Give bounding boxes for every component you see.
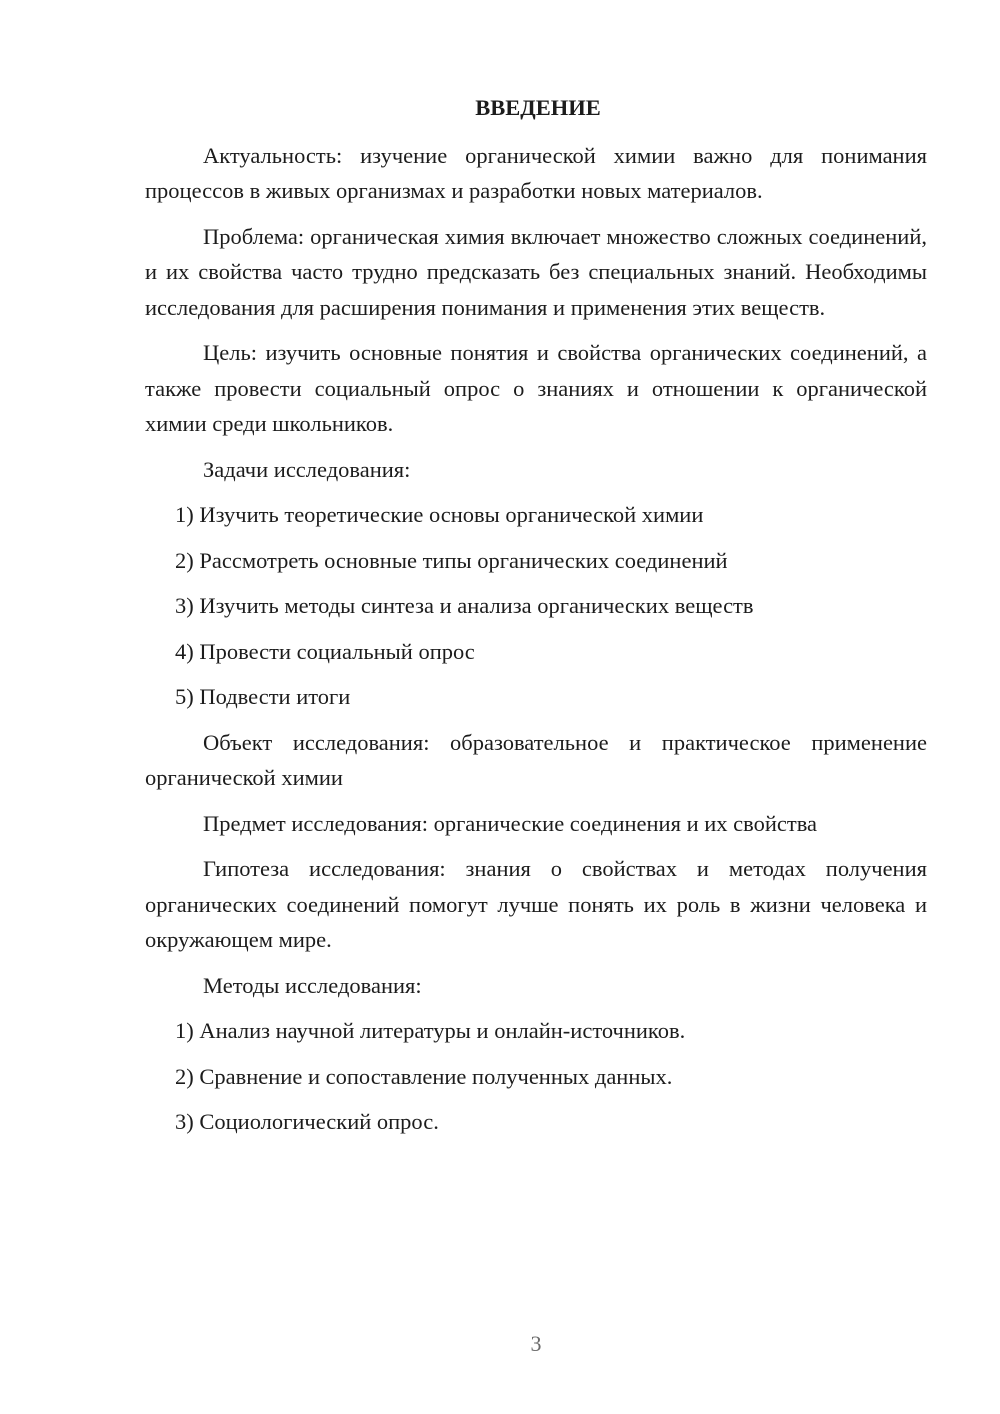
task-item: 5) Подвести итоги: [175, 684, 351, 709]
task-item: 3) Изучить методы синтеза и анализа органических веществ: [175, 593, 754, 618]
task-item: 1) Изучить теоретические основы органической химии: [175, 502, 704, 527]
hypothesis-paragraph: Гипотеза исследования: знания о свойствах и методах получения органических соединений помогут лучше понять их роль в жизни человека и окружающем мире.: [145, 856, 927, 952]
goal-paragraph: Цель: изучить основные понятия и свойства органических соединений, а также провести социальный опрос о знаниях и отношении к органической химии среди школьников.: [145, 340, 927, 436]
page-number: 3: [530, 1331, 542, 1356]
actuality-paragraph: Актуальность: изучение органической химии важно для понимания процессов в живых организмах и разработки новых материалов.: [145, 142, 927, 203]
task-item: 4) Провести социальный опрос: [175, 638, 475, 664]
tasks-heading: Задачи исследования:: [203, 456, 411, 482]
subject-paragraph: Предмет исследования: органические соединения и их свойства: [203, 810, 818, 836]
methods-heading: Методы исследования:: [203, 972, 422, 998]
method-item: 3) Социологический опрос.: [175, 1109, 439, 1134]
methods-list: [145, 1013, 927, 1140]
document-body: [145, 90, 927, 1150]
object-paragraph: Объект исследования: образовательное и практическое применение органической химии: [145, 729, 927, 790]
page-title: ВВЕДЕНИЕ: [475, 95, 601, 120]
task-item: 2) Рассмотреть основные типы органических соединений: [175, 547, 728, 573]
problem-paragraph: Проблема: органическая химия включает множество сложных соединений, и их свойства часто трудно предсказать без специальных знаний. Необходимы исследования для расширения понимания и применения этих веществ.: [145, 223, 927, 320]
method-item: 1) Анализ научной литературы и онлайн-источников.: [175, 1018, 686, 1043]
tasks-list: [145, 497, 927, 715]
method-item: 2) Сравнение и сопоставление полученных данных.: [175, 1063, 673, 1089]
